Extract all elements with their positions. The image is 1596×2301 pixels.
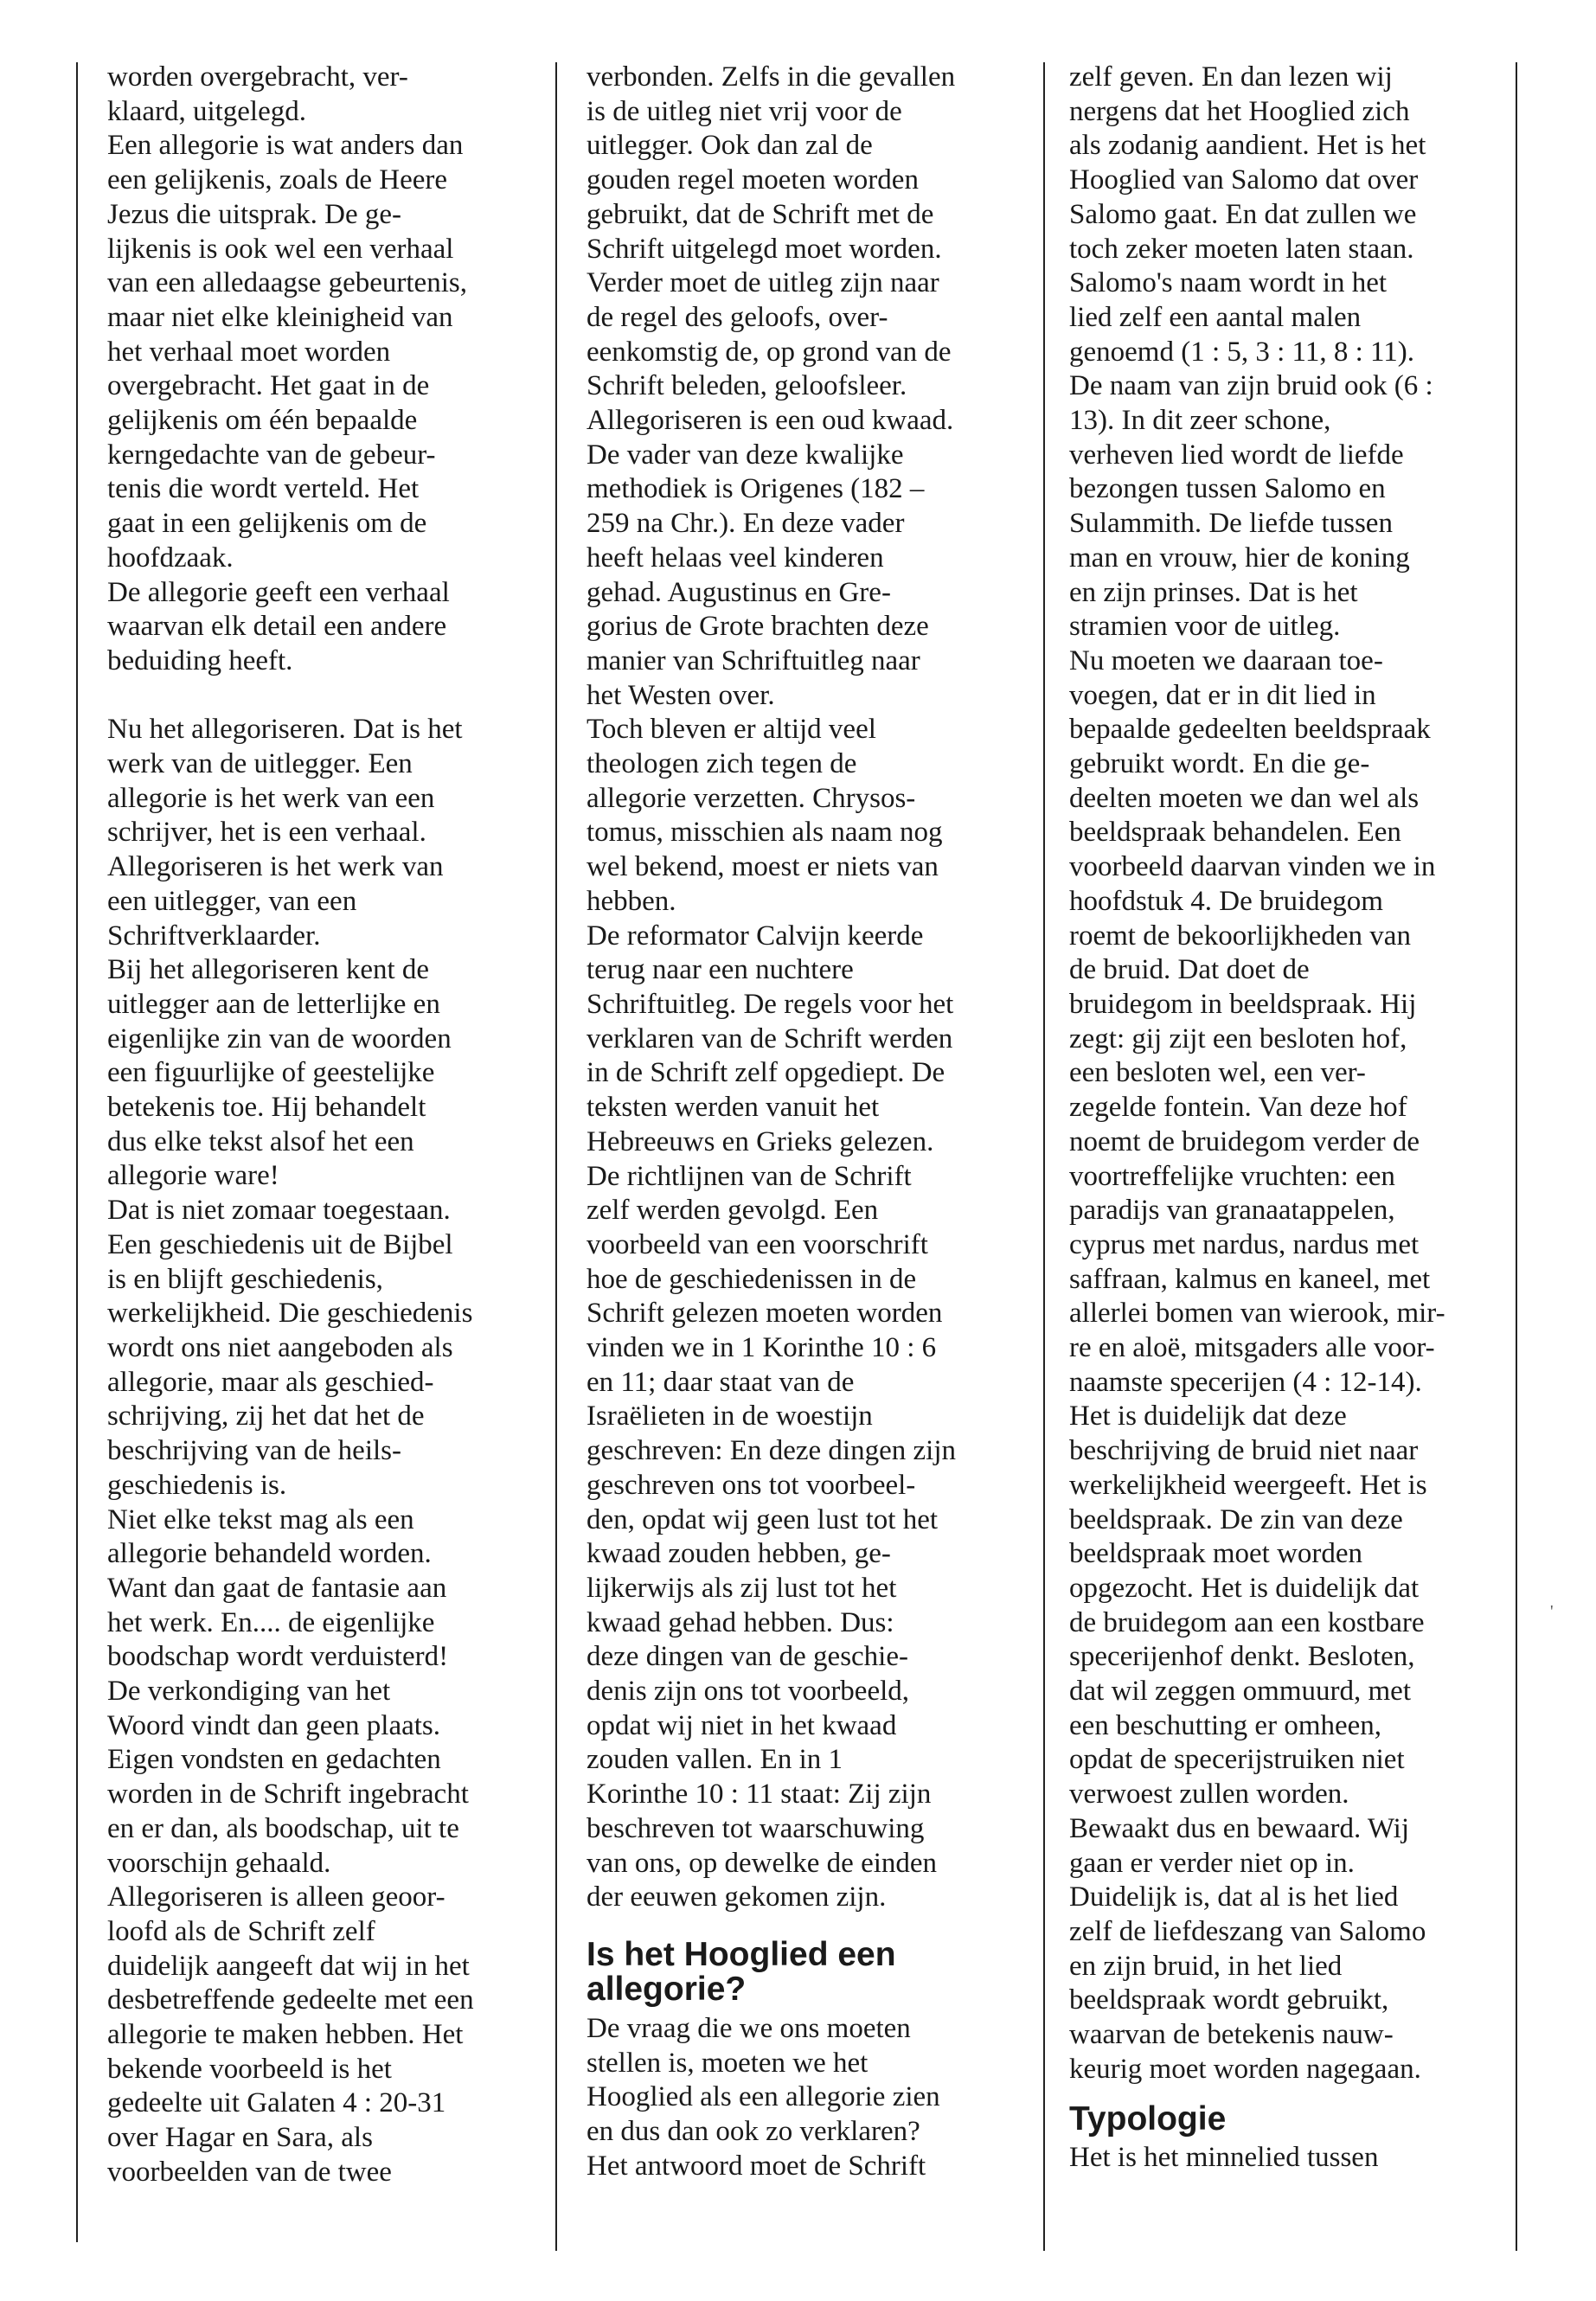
text-line: terug naar een nuchtere — [586, 954, 854, 986]
text-line: Schriftverklaarder. — [107, 920, 321, 952]
text-line: schrijver, het is een verhaal. — [107, 817, 426, 849]
text-line: De verkondiging van het — [107, 1676, 391, 1708]
text-line: zelf werden gevolgd. Een — [586, 1195, 879, 1227]
text-line: allegorie te maken hebben. Het — [107, 2019, 464, 2051]
text-line: uitlegger aan de letterlijke en — [107, 988, 440, 1020]
text-line: Hooglied van Salomo dat over — [1069, 164, 1419, 196]
text-line: gebruikt, dat de Schrift met de — [586, 198, 934, 230]
text-line: allegorie ware! — [107, 1160, 279, 1192]
text-line: de regel des geloofs, over- — [586, 301, 888, 333]
text-line: Eigen vondsten en gedachten — [107, 1744, 441, 1776]
text-line: Hebreeuws en Grieks gelezen. — [586, 1125, 934, 1157]
text-line: Duidelijk is, dat al is het lied — [1069, 1881, 1399, 1913]
text-line: voorbeeld daarvan vinden we in — [1069, 851, 1436, 883]
text-line: waarvan de betekenis nauw- — [1069, 2019, 1394, 2051]
text-line: Allegoriseren is het werk van — [107, 851, 444, 883]
text-line: Schrift beleden, geloofsleer. — [586, 370, 907, 402]
text-line: betekenis toe. Hij behandelt — [107, 1092, 426, 1124]
text-line: en 11; daar staat van de — [586, 1366, 855, 1398]
text-line: noemt de bruidegom verder de — [1069, 1125, 1420, 1157]
column-rule-left — [76, 62, 78, 2242]
text-line: dat wil zeggen ommuurd, met — [1069, 1676, 1411, 1708]
text-line: en zijn prinses. Dat is het — [1069, 576, 1358, 608]
text-line: kerngedachte van de gebeur- — [107, 439, 436, 471]
text-line: Allegoriseren is een oud kwaad. — [586, 405, 954, 437]
text-line: geschiedenis is. — [107, 1469, 287, 1501]
text-line: over Hagar en Sara, als — [107, 2122, 373, 2154]
text-line: der eeuwen gekomen zijn. — [586, 1881, 887, 1913]
text-line: teksten werden vanuit het — [586, 1092, 880, 1124]
text-line: is de uitleg niet vrij voor de — [586, 95, 902, 127]
text-line: voorschijn gehaald. — [107, 1847, 331, 1879]
text-line: De richtlijnen van de Schrift — [586, 1160, 912, 1192]
text-line: gehad. Augustinus en Gre- — [586, 576, 891, 608]
text-line: hoe de geschiedenissen in de — [586, 1263, 917, 1295]
text-line: beschrijving van de heils- — [107, 1435, 401, 1467]
text-line: waarvan elk detail een andere — [107, 611, 447, 643]
text-line — [107, 679, 540, 714]
text-line: Salomo's naam wordt in het — [1069, 267, 1388, 299]
text-line: als zodanig aandient. Het is het — [1069, 130, 1426, 162]
text-line: verbonden. Zelfs in die gevallen — [586, 61, 956, 93]
text-line: een figuurlijke of geestelijke — [107, 1057, 435, 1089]
text-line: geschreven: En deze dingen zijn — [586, 1435, 956, 1467]
text-line: tomus, misschien als naam nog — [586, 817, 943, 849]
text-line: 13). In dit zeer schone, — [1069, 405, 1331, 437]
text-line: is en blijft geschiedenis, — [107, 1263, 383, 1295]
text-line: stramien voor de uitleg. — [1069, 611, 1341, 643]
text-line: Salomo gaat. En dat zullen we — [1069, 198, 1417, 230]
column-rule-right — [1516, 62, 1517, 2251]
text-line: tenis die wordt verteld. Het — [107, 473, 420, 505]
text-line: deze dingen van de geschie- — [586, 1641, 908, 1673]
text-line: lied zelf een aantal malen — [1069, 301, 1362, 333]
text-line: bekende voorbeeld is het — [107, 2053, 392, 2085]
text-line: gaat in een gelijkenis om de — [107, 508, 427, 540]
text-line: een besloten wel, een ver- — [1069, 1057, 1366, 1089]
text-line: gorius de Grote brachten deze — [586, 611, 929, 643]
text-line: Want dan gaat de fantasie aan — [107, 1572, 447, 1604]
text-line: gaan er verder niet op in. — [1069, 1847, 1355, 1879]
text-line: Een geschiedenis uit de Bijbel — [107, 1228, 453, 1260]
text-line: 259 na Chr.). En deze vader — [586, 508, 905, 540]
text-line: een uitlegger, van een — [107, 885, 357, 917]
text-column-middle — [586, 61, 1028, 2183]
text-line: Nu moeten we daaraan toe- — [1069, 644, 1383, 676]
text-line: De vraag die we ons moeten — [586, 2012, 911, 2044]
text-line: opgezocht. Het is duidelijk dat — [1069, 1572, 1420, 1604]
text-line: Bij het allegoriseren kent de — [107, 954, 430, 986]
text-line: overgebracht. Het gaat in de — [107, 370, 430, 402]
text-line: gouden regel moeten worden — [586, 164, 919, 196]
text-line: denis zijn ons tot voorbeeld, — [586, 1676, 910, 1708]
text-line: voorbeelden van de twee — [107, 2156, 392, 2188]
text-line: eigenlijke zin van de woorden — [107, 1022, 452, 1054]
text-line: lijkerwijs als zij lust tot het — [586, 1572, 897, 1604]
text-line: Het is duidelijk dat deze — [1069, 1400, 1347, 1433]
text-line: de bruid. Dat doet de — [1069, 954, 1310, 986]
text-line: opdat de specerijstruiken niet — [1069, 1744, 1405, 1776]
text-line: Dat is niet zomaar toegestaan. — [107, 1195, 451, 1227]
text-line: man en vrouw, hier de koning — [1069, 542, 1410, 574]
text-line: dus elke tekst alsof het een — [107, 1125, 414, 1157]
text-line: methodiek is Origenes (182 – — [586, 473, 925, 505]
text-line: zouden vallen. En in 1 — [586, 1744, 843, 1776]
text-line: manier van Schriftuitleg naar — [586, 644, 920, 676]
text-line: gelijkenis om één bepaalde — [107, 405, 418, 437]
text-line: specerijenhof denkt. Besloten, — [1069, 1641, 1415, 1673]
text-line: kwaad zouden hebben, ge- — [586, 1538, 891, 1570]
text-line: desbetreffende gedeelte met een — [107, 1984, 474, 2016]
text-line: bruidegom in beeldspraak. Hij — [1069, 988, 1417, 1020]
text-line: roemt de bekoorlijkheden van — [1069, 920, 1411, 952]
text-column-right — [1069, 61, 1502, 2176]
text-line: een beschutting er omheen, — [1069, 1709, 1382, 1741]
text-line: Een allegorie is wat anders dan — [107, 130, 464, 162]
text-line: worden overgebracht, ver- — [107, 61, 408, 93]
middle-column-after-heading — [586, 2012, 1028, 2184]
text-line: kwaad gehad hebben. Dus: — [586, 1606, 894, 1638]
text-line: nergens dat het Hooglied zich — [1069, 95, 1410, 127]
text-line: Verder moet de uitleg zijn naar — [586, 267, 939, 299]
text-line: verwoest zullen worden. — [1069, 1779, 1349, 1811]
middle-column-body — [586, 61, 1028, 1915]
text-line: zegt: gij zijt een besloten hof, — [1069, 1022, 1407, 1054]
text-line: loofd als de Schrift zelf — [107, 1915, 375, 1947]
margin-mark: ' — [1550, 1602, 1554, 1621]
text-line: saffraan, kalmus en kaneel, met — [1069, 1263, 1431, 1295]
text-column-left — [107, 61, 540, 2190]
text-line: schrijving, zij het dat het de — [107, 1400, 425, 1433]
text-line: gedeelte uit Galaten 4 : 20-31 — [107, 2087, 446, 2119]
text-line: wordt ons niet aangeboden als — [107, 1332, 453, 1363]
text-line: verheven lied wordt de liefde — [1069, 439, 1404, 471]
text-line: geschreven ons tot voorbeel- — [586, 1469, 916, 1501]
text-line: het Westen over. — [586, 679, 775, 711]
text-line: De vader van deze kwalijke — [586, 439, 904, 471]
text-line: allegorie, maar als geschied- — [107, 1366, 434, 1398]
text-line: Het antwoord moet de Schrift — [586, 2150, 926, 2182]
text-line: voorbeeld van een voorschrift — [586, 1228, 928, 1260]
text-line: maar niet elke kleinigheid van — [107, 301, 453, 333]
text-line: keurig moet worden nagegaan. — [1069, 2053, 1421, 2085]
text-line: stellen is, moeten we het — [586, 2047, 869, 2079]
text-line: den, opdat wij geen lust tot het — [586, 1503, 939, 1535]
text-line: hoofdstuk 4. De bruidegom — [1069, 885, 1383, 917]
text-line: Schrift uitgelegd moet worden. — [586, 233, 942, 265]
text-line: gebruikt wordt. En die ge- — [1069, 748, 1370, 780]
text-line: re en aloë, mitsgaders alle voor- — [1069, 1332, 1435, 1364]
text-line: beeldspraak wordt gebruikt, — [1069, 1984, 1389, 2016]
text-line: beeldspraak. De zin van deze — [1069, 1503, 1403, 1535]
heading-line: allegorie? — [586, 1970, 747, 2008]
section-heading-typologie: Typologie — [1069, 2100, 1227, 2138]
text-line: beeldspraak moet worden — [1069, 1538, 1363, 1570]
text-line: Toch bleven er altijd veel — [586, 714, 876, 746]
text-line: paradijs van granaatappelen, — [1069, 1195, 1395, 1227]
text-line: zelf geven. En dan lezen wij — [1069, 61, 1393, 93]
text-line: bezongen tussen Salomo en — [1069, 473, 1386, 505]
text-line: genoemd (1 : 5, 3 : 11, 8 : 11). — [1069, 336, 1414, 368]
text-line: hoofdzaak. — [107, 542, 234, 574]
text-line: allegorie verzetten. Chrysos- — [586, 782, 916, 814]
text-line: De allegorie geeft een verhaal — [107, 576, 450, 608]
text-line: uitlegger. Ook dan zal de — [586, 130, 873, 162]
text-line: Woord vindt dan geen plaats. — [107, 1709, 440, 1741]
heading-line: Is het Hooglied een — [586, 1935, 896, 1973]
text-line: voortreffelijke vruchten: een — [1069, 1160, 1395, 1192]
text-line: werkelijkheid weergeeft. Het is — [1069, 1469, 1427, 1501]
text-line: lijkenis is ook wel een verhaal — [107, 233, 454, 265]
text-line: vinden we in 1 Korinthe 10 : 6 — [586, 1332, 937, 1364]
text-line: Niet elke tekst mag als een — [107, 1503, 414, 1535]
text-line: verklaren van de Schrift werden — [586, 1022, 953, 1054]
text-line: de bruidegom aan een kostbare — [1069, 1606, 1425, 1638]
text-line: en er dan, als boodschap, uit te — [107, 1812, 459, 1844]
right-column-body — [1069, 61, 1502, 2086]
text-line: heeft helaas veel kinderen — [586, 542, 884, 574]
text-line: bepaalde gedeelten beeldspraak — [1069, 714, 1431, 746]
text-line: van ons, op dewelke de einden — [586, 1847, 938, 1879]
section-heading-hooglied-allegorie — [586, 1935, 1028, 2008]
text-line: Allegoriseren is alleen geoor- — [107, 1881, 445, 1913]
text-line: Jezus die uitsprak. De ge- — [107, 198, 401, 230]
text-line: en zijn bruid, in het lied — [1069, 1950, 1343, 1982]
right-column-after-heading — [1069, 2141, 1502, 2176]
text-line: boodschap wordt verduisterd! — [107, 1641, 449, 1673]
text-line: van een alledaagse gebeurtenis, — [107, 267, 467, 299]
text-line: beschrijving de bruid niet naar — [1069, 1435, 1419, 1467]
text-line: Het is het minnelied tussen — [1069, 2142, 1379, 2174]
text-line: zegelde fontein. Van deze hof — [1069, 1092, 1407, 1124]
text-line: De reformator Calvijn keerde — [586, 920, 924, 952]
text-line: het werk. En.... de eigenlijke — [107, 1606, 435, 1638]
text-line: eenkomstig de, op grond van de — [586, 336, 952, 368]
text-line: werkelijkheid. Die geschiedenis — [107, 1298, 473, 1330]
text-line: werk van de uitlegger. Een — [107, 748, 413, 780]
text-line: cyprus met nardus, nardus met — [1069, 1228, 1420, 1260]
text-line: beeldspraak behandelen. Een — [1069, 817, 1401, 849]
text-line: Bewaakt dus en bewaard. Wij — [1069, 1812, 1410, 1844]
text-line: opdat wij niet in het kwaad — [586, 1709, 897, 1741]
text-line: het verhaal moet worden — [107, 336, 391, 368]
text-line: Sulammith. De liefde tussen — [1069, 508, 1393, 540]
text-line: allegorie is het werk van een — [107, 782, 435, 814]
text-line: beduiding heeft. — [107, 644, 293, 676]
text-line: Hooglied als een allegorie zien — [586, 2081, 940, 2113]
text-line: zelf de liefdeszang van Salomo — [1069, 1915, 1426, 1947]
text-line: toch zeker moeten laten staan. — [1069, 233, 1414, 265]
text-line: in de Schrift zelf opgediept. De — [586, 1057, 945, 1089]
text-line: klaard, uitgelegd. — [107, 95, 307, 127]
column-rule-middle-right — [1043, 62, 1045, 2251]
text-line: Schriftuitleg. De regels voor het — [586, 988, 954, 1020]
text-line: hebben. — [586, 885, 676, 917]
text-line: Nu het allegoriseren. Dat is het — [107, 714, 463, 746]
text-line: voegen, dat er in dit lied in — [1069, 679, 1376, 711]
text-line: en dus dan ook zo verklaren? — [586, 2116, 920, 2148]
text-line: deelten moeten we dan wel als — [1069, 782, 1420, 814]
text-line: naamste specerijen (4 : 12-14). — [1069, 1366, 1422, 1398]
text-line: Israëlieten in de woestijn — [586, 1400, 873, 1433]
text-line: theologen zich tegen de — [586, 748, 857, 780]
column-rule-middle-left — [555, 62, 557, 2251]
text-line: Korinthe 10 : 11 staat: Zij zijn — [586, 1779, 932, 1811]
text-line: worden in de Schrift ingebracht — [107, 1779, 469, 1811]
text-line: allegorie behandeld worden. — [107, 1538, 432, 1570]
text-line: De naam van zijn bruid ook (6 : — [1069, 370, 1433, 402]
text-line: beschreven tot waarschuwing — [586, 1812, 925, 1844]
text-line: wel bekend, moest er niets van — [586, 851, 939, 883]
text-line: duidelijk aangeeft dat wij in het — [107, 1950, 470, 1982]
text-line: Schrift gelezen moeten worden — [586, 1298, 943, 1330]
text-line: een gelijkenis, zoals de Heere — [107, 164, 448, 196]
text-line: allerlei bomen van wierook, mir- — [1069, 1298, 1445, 1330]
